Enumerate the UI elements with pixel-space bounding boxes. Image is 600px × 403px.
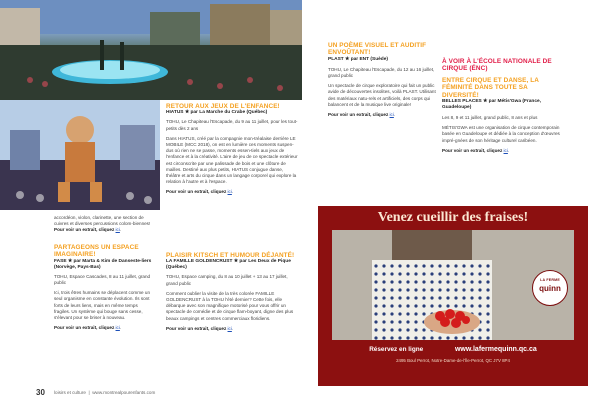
left-intro-body: accordéon, violon, clarinette, une section de cuivres et diverses percussions colom-biennes!	[54, 215, 151, 227]
belles-places-link-label: Pour voir un extrait, cliquez	[442, 147, 503, 153]
strawberry-farm-ad[interactable]	[318, 206, 588, 386]
goldencrust-link-label: Pour voir un extrait, cliquez	[166, 325, 227, 331]
belles-places-body: MÉTIS'GWA est une organisation de cirque contemporain basée en Guadeloupe et dédiée à la conception d'œuvres impré-gnées de son héritage culturel caribéen.	[442, 125, 560, 143]
plast-link-label: Pour voir un extrait, cliquez	[328, 112, 389, 118]
hiatus-info: TOHU, Le Chapiteau l'Escapade, du 9 au 11 juillet, pour les tout-petits dès 2 ans	[166, 119, 298, 131]
left-intro-link[interactable]: ici	[115, 227, 120, 233]
circus-crowd-photo	[0, 0, 302, 100]
section-hiatus: RETOUR AUX JEUX DE L'ENFANCE! HIATUS ★ par La Marche du Crabe (Québec) TOHU, Le Chapiteau l'Escapade, du 9 au 11 juillet, pour les tout-petits dès 2 ans Dans HIATUS, créé par la compagnie mon-tréalaise derrière LE MOBILE (MCC 2018), on est en lumière ces moments suspen-dus où rien ne se passe, moments essen-tiels aux jeux de l'enfance et à la créativité. L'aire de jeu de ce spectacle extérieur est circonscrite par une palissade de bois et une clôture de mailles. Destiné aux plus petits, HIATUS conjugue danse, théâtre et arts du cirque dans un langage corporel qui explore la relation à l'autre et à l'espace. Pour voir un extrait, cliquez ici.	[166, 103, 298, 195]
footer-text: loisirs et culture | www.montrealpourenfants.com	[54, 390, 156, 395]
goldencrust-link[interactable]: ici	[227, 325, 232, 331]
fase-info: TOHU, Espace Cascades, 8 au 11 juillet, grand public	[54, 273, 151, 286]
hiatus-link-label: Pour voir un extrait, cliquez	[166, 189, 227, 195]
fase-link-label: Pour voir un extrait, cliquez	[54, 325, 115, 331]
belles-places-link[interactable]: ici	[503, 147, 508, 153]
section-enc: À VOIR À L'ÉCOLE NATIONALE DE CIRQUE (ÉNC) ENTRE CIRQUE ET DANSE, LA FÉMINITÉ DANS TOUTE SA DIVERSITÉ! BELLES PLACES ★ par Métis'Gwa (France, Guadeloupe) Les 8, 9 et 11 juillet, grand public, 8 ans et plus MÉTIS'GWA est une organisation de cirque contemporain basée en Guadeloupe et dédiée à la conception d'œuvres impré-gnées de son héritage culturel caribéen. Pour voir un extrait, cliquez ici.	[442, 58, 566, 158]
ad-address: 2495 Boul Perrot, Notre-Dame-de-l'Île-Perrot, QC J7V 8P4	[396, 358, 510, 363]
page-number: 30	[36, 388, 45, 397]
fase-link[interactable]: ici	[115, 325, 120, 331]
la-ferme-quinn-logo	[532, 270, 568, 306]
ad-reserve-text: Réservez en ligne	[369, 346, 424, 353]
giant-puppet-photo	[0, 100, 160, 210]
left-intro-text: accordéon, violon, clarinette, une section de cuivres et diverses percussions colom-biennes! Pour voir un extrait, cliquez ici.	[54, 215, 151, 233]
goldencrust-title: LA FAMILLE GOLDENCRUST ★ par Les Deux de Pique (Québec)	[166, 259, 291, 271]
hiatus-link[interactable]: ici	[227, 189, 232, 195]
ad-url[interactable]: www.lafermequinn.qc.ca	[454, 346, 537, 353]
plast-heading: UN POÈME VISUEL ET AUDITIF ENVOÛTANT!	[328, 42, 427, 57]
ad-title: Venez cueillir des fraises!	[377, 210, 529, 225]
fase-title: FASE ★ par Marta & Kim de Danseste-liers (Norvège, Pays-Bas)	[54, 258, 152, 270]
hiatus-body: Dans HIATUS, créé par la compagnie mon-tréalaise derrière LE MOBILE (MCC 2018), on est en lumière ces moments suspen-dus où rien ne se passe, moments essen-tiels aux jeux de l'enfance et à la créativité. L'aire de jeu de ce spectacle extérieur est circonscrite par une palissade de bois et une clôture de mailles. Destiné aux plus petits, HIATUS conjugue danse, théâtre et arts du cirque dans un langage corporel qui explore la relation à l'autre et à l'espace.	[166, 135, 298, 185]
logo-main-text: quinn	[539, 284, 561, 293]
enc-heading: À VOIR À L'ÉCOLE NATIONALE DE CIRQUE (ÉNC)	[442, 58, 552, 73]
footer-site[interactable]: www.montrealpourenfants.com	[92, 390, 156, 395]
belles-places-heading: ENTRE CIRQUE ET DANSE, LA FÉMINITÉ DANS TOUTE SA DIVERSITÉ!	[442, 76, 539, 99]
left-intro-link-label: Pour voir un extrait, cliquez	[54, 227, 115, 233]
fase-heading: PARTAGEONS UN ESPACE IMAGINAIRE!	[54, 244, 139, 259]
plast-info: TOHU, Le Chapiteau l'Escapade, du 12 au 16 juillet, grand public	[328, 66, 435, 79]
plast-body: Un spectacle de cirque exploratoire qui fait un public avide de découvertes insolites, voilà PLAST. Utilisant des matériaux natu-rels et artificiels, des corps qui balancent et de la musique live originale!	[328, 83, 436, 107]
ad-cta-line	[318, 346, 588, 353]
fase-body: Ici, trois êtres humains se déplacent comme un seul organisme en constante évolution. Ils sont forts de leurs liens, mais en même temps fragiles. Un système qui bouge sans cesse, s'élevant pour se briser à nouveau.	[54, 290, 151, 321]
footer-section: loisirs et culture	[54, 390, 86, 395]
belles-places-title: BELLES PLACES ★ par Métis'Gwa (France, Guadeloupe)	[442, 99, 542, 111]
plast-title: PLAST ★ par ENT (Suède)	[328, 56, 389, 62]
strawberries-photo	[332, 230, 574, 340]
section-plast: UN POÈME VISUEL ET AUDITIF ENVOÛTANT! PLAST ★ par ENT (Suède) TOHU, Le Chapiteau l'Escapade, du 12 au 16 juillet, grand public Un spectacle de cirque exploratoire qui fait un public avide de découvertes insolites, voilà PLAST. Utilisant des matériaux natu-rels et artificiels, des corps qui balancent et de la musique live originale! Pour voir un extrait, cliquez ici.	[328, 42, 438, 122]
belles-places-info: Les 8, 9 et 11 juillet, grand public, 8 ans et plus	[442, 115, 538, 121]
plast-link[interactable]: ici	[389, 112, 394, 118]
hiatus-title: HIATUS ★ par La Marche du Crabe (Québec)	[166, 110, 268, 116]
goldencrust-heading: PLAISIR KITSCH ET HUMOUR DÉJANTÉ!	[166, 252, 295, 259]
hiatus-heading: RETOUR AUX JEUX DE L'ENFANCE!	[166, 103, 280, 110]
goldencrust-body: Comment oublier la visite de la très colorée FAMILLE GOLDENCRUST à la TOHU l'été dernier? Cette fois, elle débarque avec son magnifique motorisé pour vous offrir un spectacle de comédie et de cirque flam-boyant, digne des plus beaux campings et centres commerciaux floridiens.	[166, 290, 294, 321]
section-goldencrust: PLAISIR KITSCH ET HUMOUR DÉJANTÉ! LA FAMILLE GOLDENCRUST ★ par Les Deux de Pique (Québec) TOHU, Espace camping, du 8 au 10 juillet + 13 au 17 juillet, grand public Comment oublier la visite de la très colorée FAMILLE GOLDENCRUST à la TOHU l'été dernier? Cette fois, elle débarque avec son magnifique motorisé pour vous offrir un spectacle de comédie et de cirque flam-boyant, digne des plus beaux campings et centres commerciaux floridiens. Pour voir un extrait, cliquez ici.	[166, 252, 298, 336]
section-fase: PARTAGEONS UN ESPACE IMAGINAIRE! FASE ★ par Marta & Kim de Danseste-liers (Norvège, Pays-Bas) TOHU, Espace Cascades, 8 au 11 juillet, grand public Ici, trois êtres humains se déplacent comme un seul organisme en constante évolution. Ils sont forts de leurs liens, mais en même temps fragiles. Un système qui bouge sans cesse, s'élevant pour se briser à nouveau. Pour voir un extrait, cliquez ici.	[54, 244, 154, 335]
goldencrust-info: TOHU, Espace camping, du 8 au 10 juillet + 13 au 17 juillet, grand public	[166, 274, 288, 286]
logo-top-text: LA FERME	[540, 278, 560, 282]
